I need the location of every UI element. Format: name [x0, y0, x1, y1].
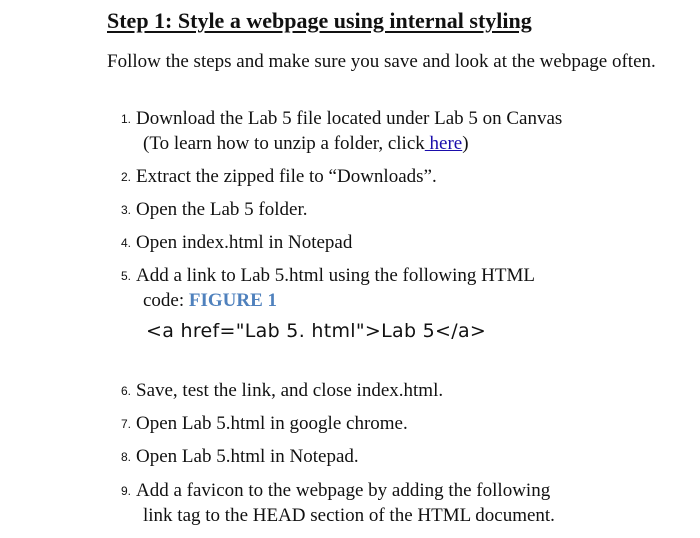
intro-paragraph: Follow the steps and make sure you save and look at the webpage often.: [107, 51, 656, 72]
step-text: link tag to the HEAD section of the HTML document.: [143, 505, 555, 526]
list-number: 4.: [121, 236, 132, 250]
list-number: 1.: [121, 112, 132, 126]
code-snippet: <a href="Lab 5. html">Lab 5</a>: [146, 320, 487, 342]
here-link[interactable]: here: [424, 133, 463, 154]
list-item: [121, 106, 641, 156]
list-number: 8.: [121, 450, 132, 464]
step-text: Open the Lab 5 folder.: [136, 199, 308, 220]
list-item: [121, 230, 641, 255]
step-text: Save, test the link, and close index.html.: [136, 380, 444, 401]
step-text: Download the Lab 5 file located under Lab 5 on Canvas: [136, 108, 563, 129]
list-number: 6.: [121, 384, 132, 398]
step-text: Add a link to Lab 5.html using the following HTML: [136, 265, 535, 286]
list-number: 7.: [121, 417, 132, 431]
step-text: code:: [143, 290, 189, 311]
step-text: ): [462, 133, 469, 154]
step-text: Open Lab 5.html in Notepad.: [136, 446, 359, 467]
figure-reference: FIGURE 1: [188, 290, 278, 311]
list-item: [121, 444, 641, 469]
list-item: [121, 263, 641, 313]
list-item: [121, 164, 641, 189]
list-number: 2.: [121, 170, 132, 184]
list-item: [121, 478, 641, 528]
list-number: 9.: [121, 484, 132, 498]
list-item: [121, 411, 641, 436]
step-text: Extract the zipped file to “Downloads”.: [136, 166, 437, 187]
step-text: Add a favicon to the webpage by adding the following: [136, 480, 551, 501]
step-text: Open Lab 5.html in google chrome.: [136, 413, 408, 434]
list-item: [121, 378, 641, 403]
list-item: [121, 197, 641, 222]
step-text: Open index.html in Notepad: [136, 232, 353, 253]
list-number: 3.: [121, 203, 132, 217]
page-title: Step 1: Style a webpage using internal styling: [107, 8, 532, 33]
list-number: 5.: [121, 269, 132, 283]
step-text: (To learn how to unzip a folder, click: [143, 133, 425, 154]
